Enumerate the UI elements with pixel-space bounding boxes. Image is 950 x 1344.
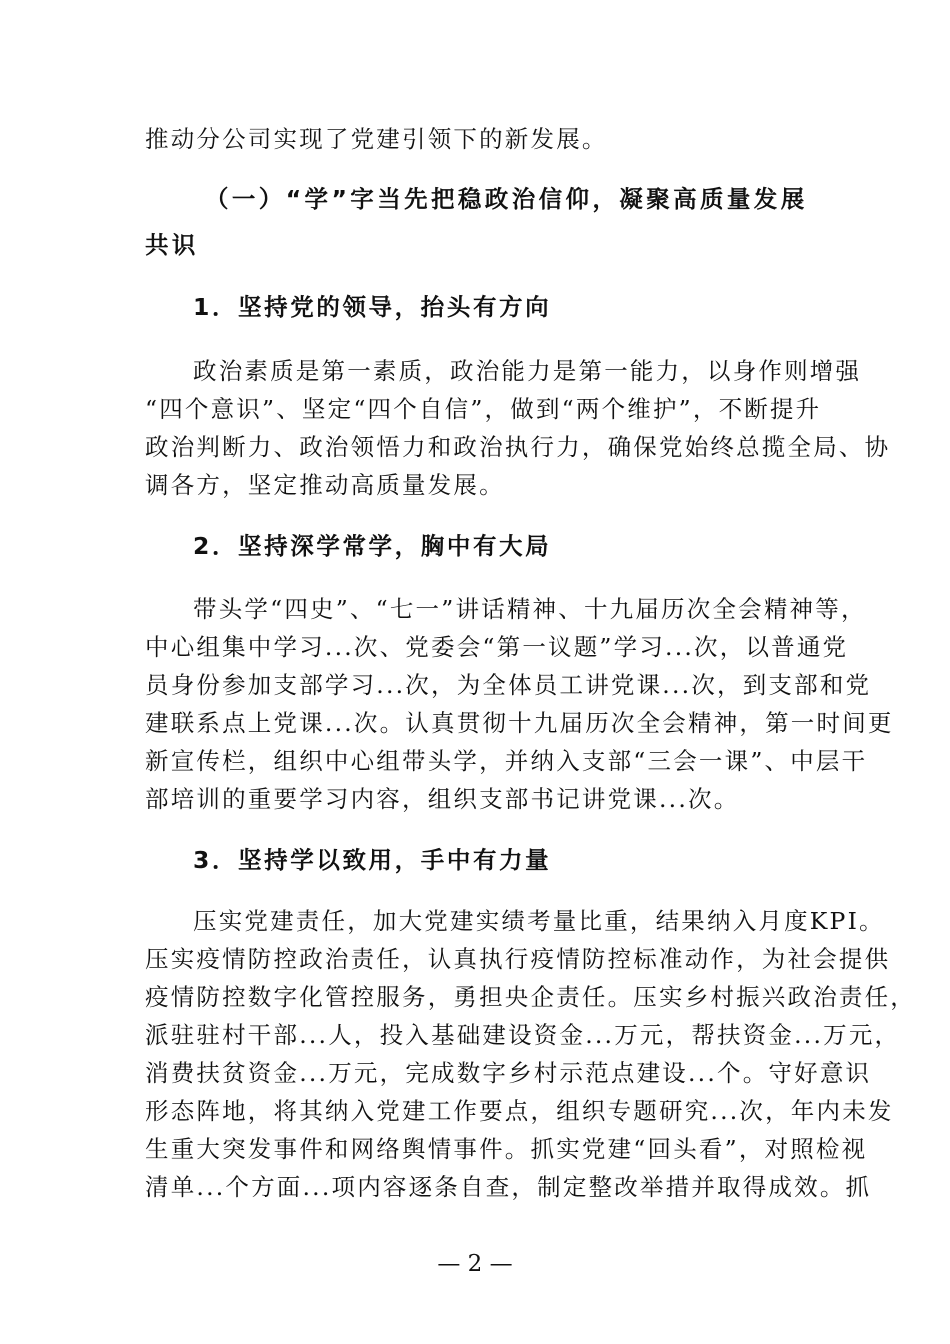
section-title-line-1: （一）“学”字当先把稳政治信仰，凝聚高质量发展 <box>205 185 808 213</box>
subsection-1-paragraph-line: 政治素质是第一素质，政治能力是第一能力，以身作则增强 <box>193 357 862 385</box>
subsection-1-paragraph-line: “四个意识”、坚定“四个自信”，做到“两个维护”，不断提升 <box>145 395 822 423</box>
subsection-2-heading: 2．坚持深学常学，胸中有大局 <box>193 532 552 560</box>
subsection-2-paragraph-line: 建联系点上党课...次。认真贯彻十九届历次全会精神，第一时间更 <box>145 709 894 737</box>
subsection-2-paragraph-line: 员身份参加支部学习...次，为全体员工讲党课...次，到支部和党 <box>145 671 872 699</box>
subsection-1-paragraph-line: 调各方，坚定推动高质量发展。 <box>145 471 505 499</box>
subsection-3-paragraph-line: 清单...个方面...项内容逐条自查，制定整改举措并取得成效。抓 <box>145 1173 872 1201</box>
subsection-3-paragraph-line: 压实党建责任，加大党建实绩考量比重，结果纳入月度KPI。 <box>193 907 885 935</box>
subsection-1-heading: 1．坚持党的领导，抬头有方向 <box>193 293 552 321</box>
intro-paragraph-line: 推动分公司实现了党建引领下的新发展。 <box>145 125 608 153</box>
subsection-3-heading: 3．坚持学以致用，手中有力量 <box>193 846 552 874</box>
subsection-2-paragraph-line: 带头学“四史”、“七一”讲话精神、十九届历次全会精神等， <box>193 595 867 623</box>
subsection-3-paragraph-line: 疫情防控数字化管控服务，勇担央企责任。压实乡村振兴政治责任， <box>145 983 916 1011</box>
subsection-2-paragraph-line: 新宣传栏，组织中心组带头学，并纳入支部“三会一课”、中层干 <box>145 747 868 775</box>
subsection-3-paragraph-line: 生重大突发事件和网络舆情事件。抓实党建“回头看”，对照检视 <box>145 1135 868 1163</box>
section-title-line-2: 共识 <box>145 231 199 259</box>
subsection-3-paragraph-line: 形态阵地，将其纳入党建工作要点，组织专题研究...次，年内未发 <box>145 1097 894 1125</box>
page-number: — 2 — <box>437 1251 513 1277</box>
subsection-2-paragraph-line: 中心组集中学习...次、党委会“第一议题”学习...次，以普通党 <box>145 633 849 661</box>
subsection-3-paragraph-line: 派驻驻村干部...人，投入基础建设资金...万元，帮扶资金...万元， <box>145 1021 901 1049</box>
subsection-1-paragraph-line: 政治判断力、政治领悟力和政治执行力，确保党始终总揽全局、协 <box>145 433 891 461</box>
subsection-3-paragraph-line: 压实疫情防控政治责任，认真执行疫情防控标准动作，为社会提供 <box>145 945 891 973</box>
subsection-3-paragraph-line: 消费扶贫资金...万元，完成数字乡村示范点建设...个。守好意识 <box>145 1059 872 1087</box>
subsection-2-paragraph-line: 部培训的重要学习内容，组织支部书记讲党课...次。 <box>145 785 740 813</box>
